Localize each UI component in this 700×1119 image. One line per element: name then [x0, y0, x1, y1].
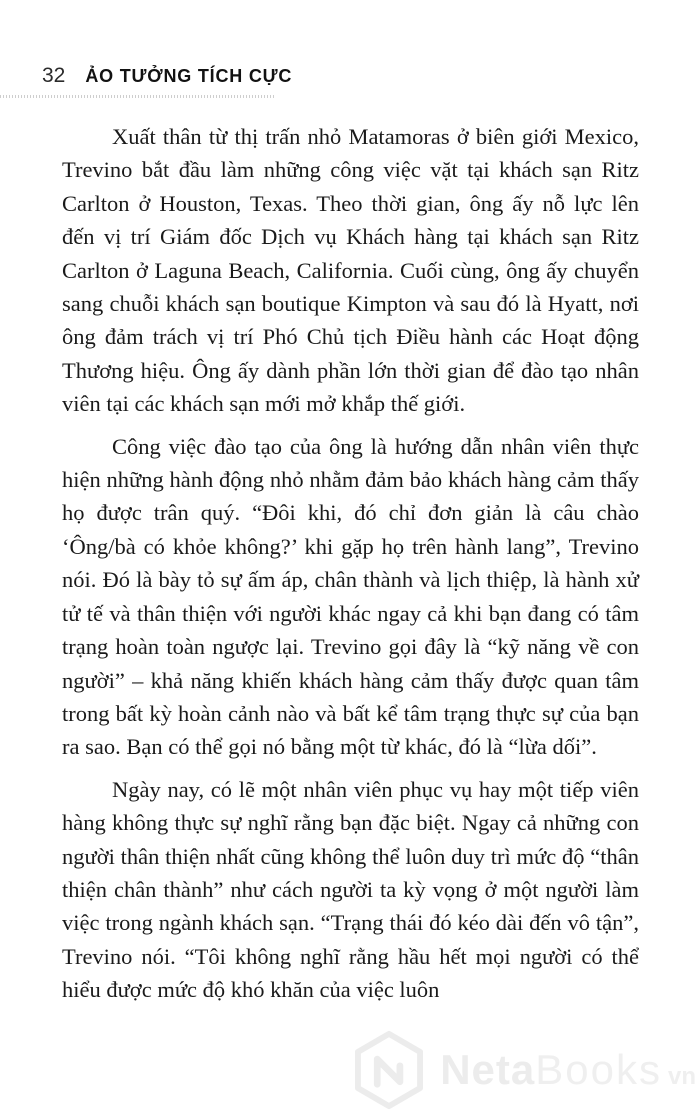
watermark — [347, 1027, 696, 1113]
page-number: 32 — [42, 64, 66, 87]
watermark-brand-primary: Neta — [440, 1046, 536, 1093]
running-header — [42, 64, 292, 88]
header-rule — [0, 95, 274, 98]
running-header-title: ẢO TƯỞNG TÍCH CỰC — [85, 66, 293, 86]
watermark-tld: vn — [667, 1063, 696, 1090]
watermark-brand — [440, 1046, 696, 1094]
body-text — [62, 120, 639, 1016]
body-paragraph: Công việc đào tạo của ông là hướng dẫn nhân viên thực hiện những hành động nhỏ nhằm đảm bảo khách hàng cảm thấy họ được trân quý. “Đôi khi, đó chỉ đơn giản là câu chào ‘Ông/bà có khỏe không?’ khi gặp họ trên hành lang”, Trevino nói. Đó là bày tỏ sự ấm áp, chân thành và lịch thiệp, là hành xử tử tế và thân thiện với người khác ngay cả khi bạn đang có tâm trạng hoàn toàn ngược lại. Trevino gọi đây là “kỹ năng về con người” – khả năng khiến khách hàng cảm thấy được quan tâm trong bất kỳ hoàn cảnh nào và bất kể tâm trạng thực sự của bạn ra sao. Bạn có thể gọi nó bằng một từ khác, đó là “lừa dối”. — [62, 433, 639, 760]
hexagon-n-icon — [347, 1027, 431, 1113]
body-paragraph: Xuất thân từ thị trấn nhỏ Matamoras ở biên giới Mexico, Trevino bắt đầu làm những công việc vặt tại khách sạn Ritz Carlton ở Houston, Texas. Theo thời gian, ông ấy nỗ lực lên đến vị trí Giám đốc Dịch vụ Khách hàng tại khách sạn Ritz Carlton ở Laguna Beach, California. Cuối cùng, ông ấy chuyển sang chuỗi khách sạn boutique Kimpton và sau đó là Hyatt, nơi ông đảm trách vị trí Phó Chủ tịch Điều hành các Hoạt động Thương hiệu. Ông ấy dành phần lớn thời gian để đào tạo nhân viên tại các khách sạn mới mở khắp thế giới. — [62, 124, 639, 417]
watermark-brand-secondary: Books — [535, 1046, 662, 1093]
body-paragraph: Ngày nay, có lẽ một nhân viên phục vụ hay một tiếp viên hàng không thực sự nghĩ rằng bạn đặc biệt. Ngay cả những con người thân thiện nhất cũng không thể luôn duy trì mức độ “thân thiện chân thành” như cách người ta kỳ vọng ở một người làm việc trong ngành khách sạn. “Trạng thái đó kéo dài đến vô tận”, Trevino nói. “Tôi không nghĩ rằng hầu hết mọi người có thể hiểu được mức độ khó khăn của việc luôn — [62, 776, 639, 1003]
